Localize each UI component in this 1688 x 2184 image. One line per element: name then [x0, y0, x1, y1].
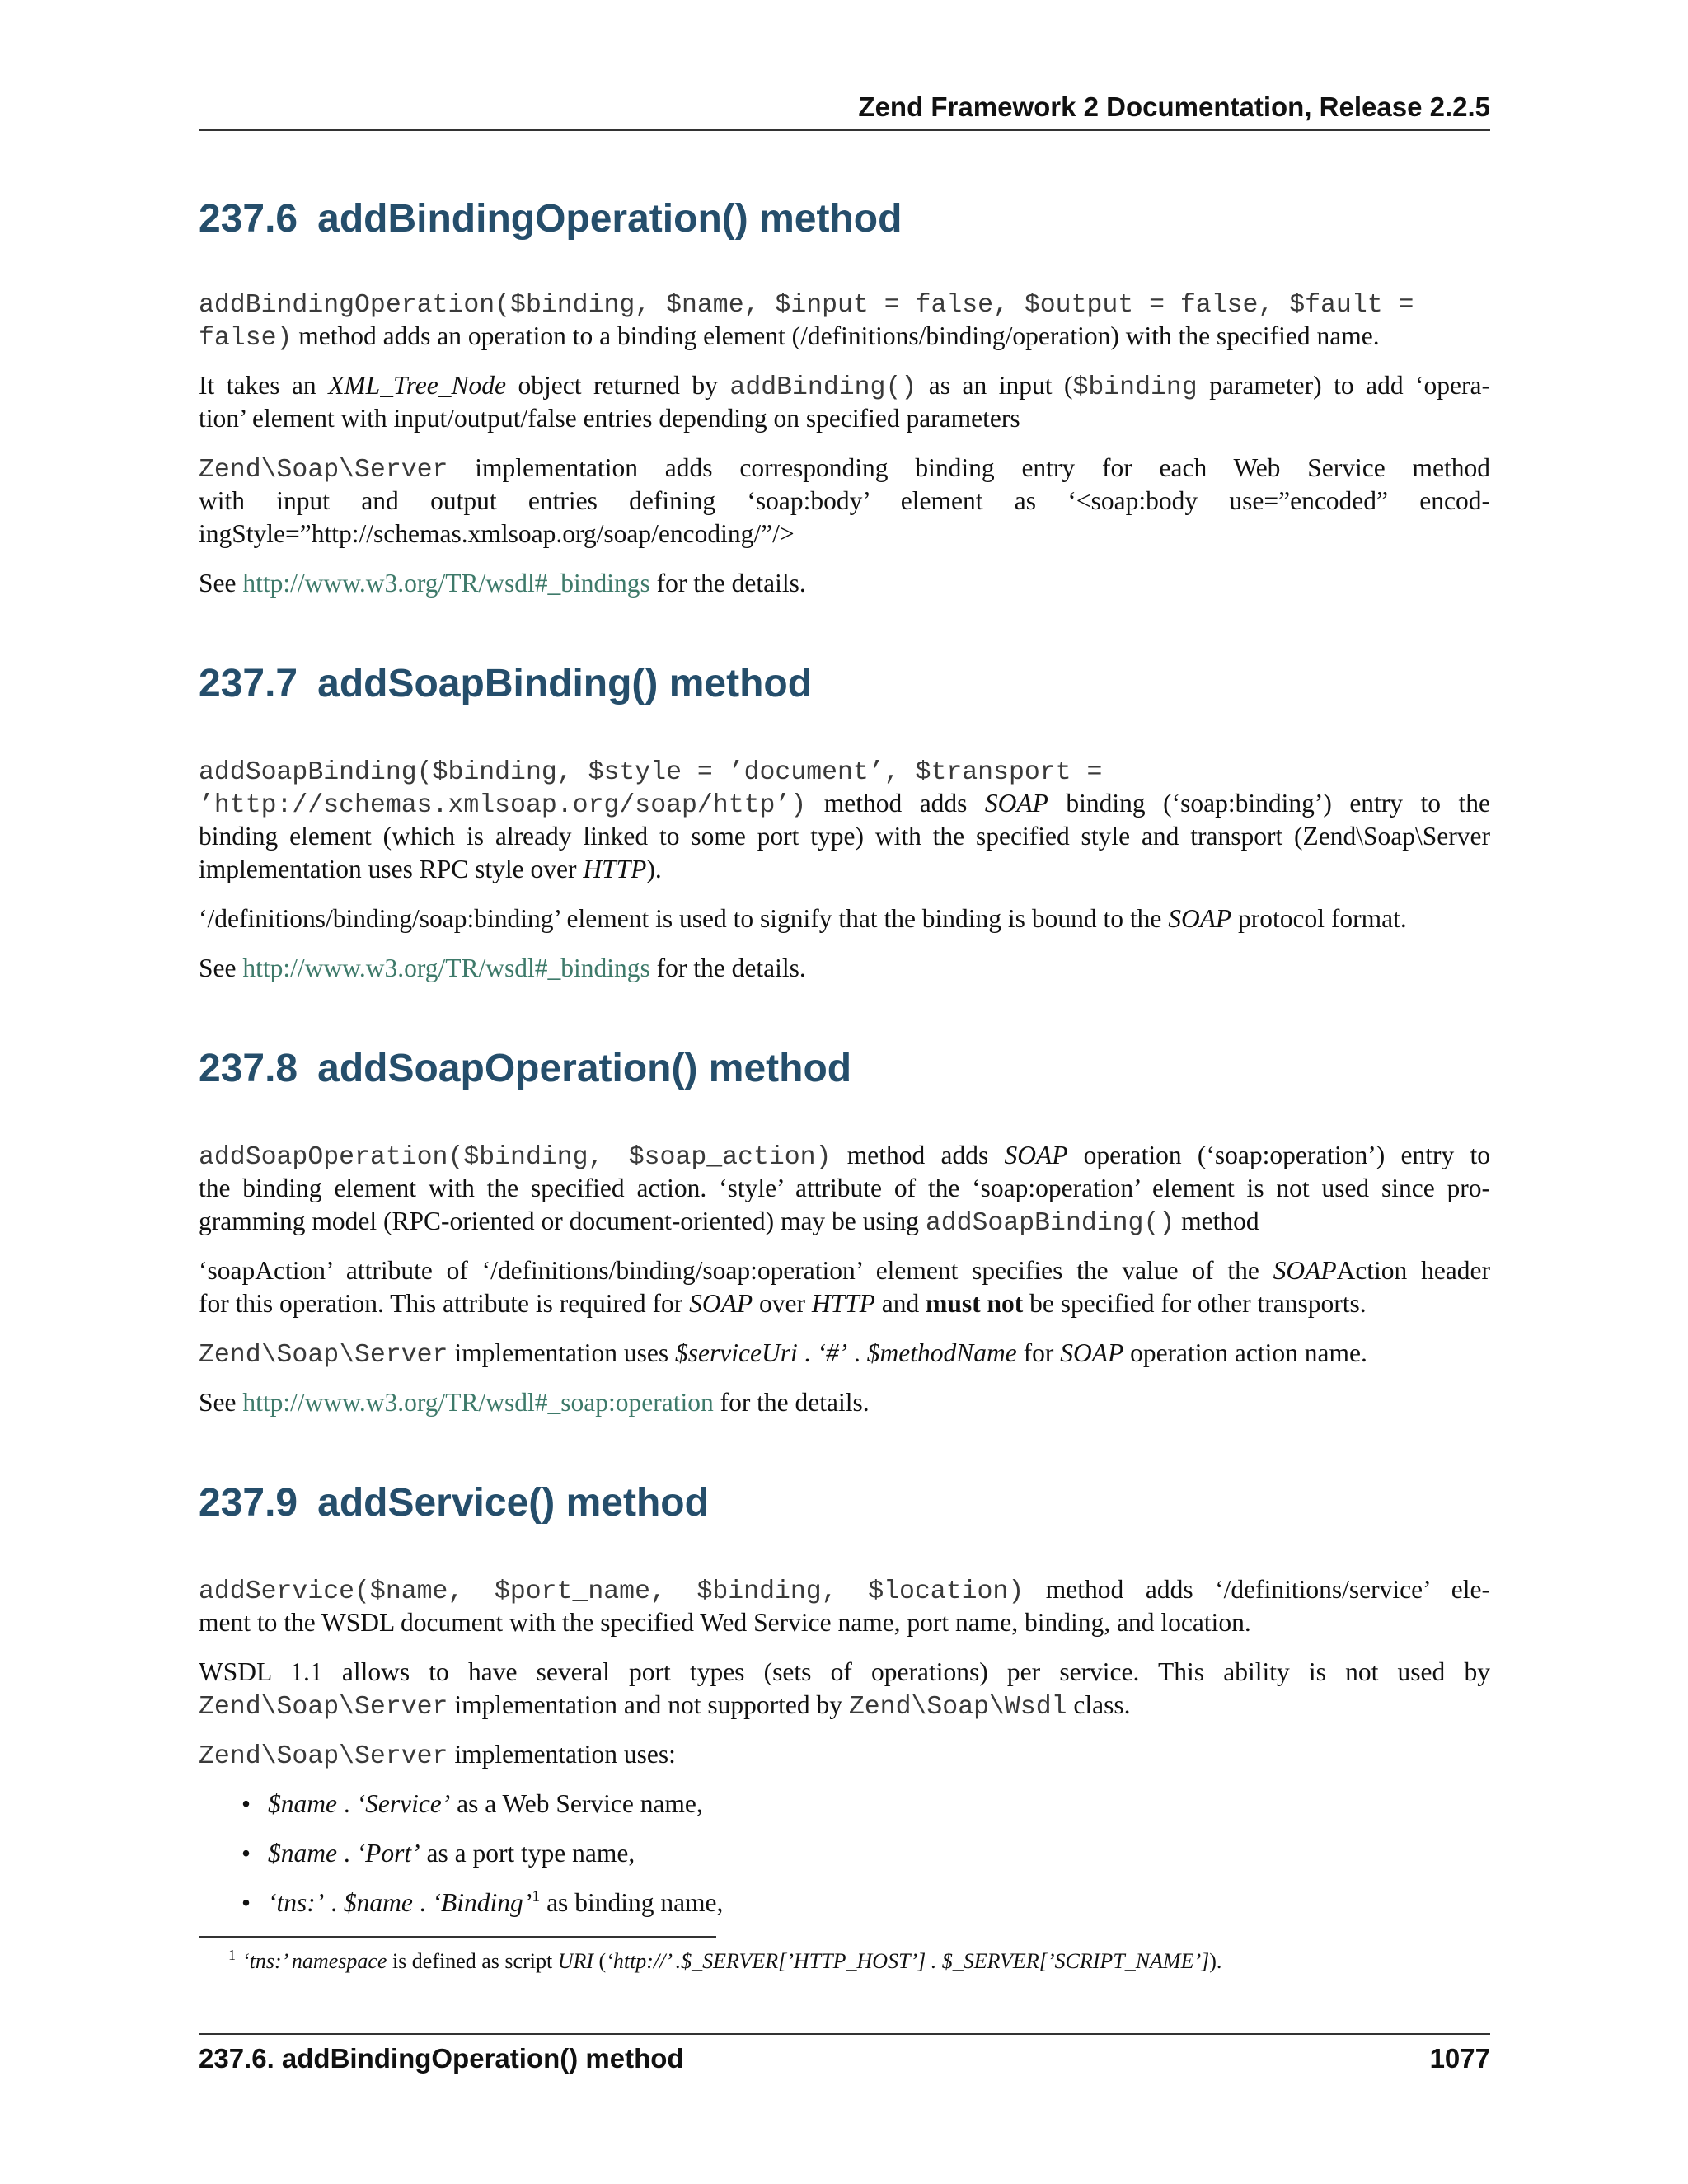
footer-rule [199, 2033, 1490, 2035]
method-signature: addSoapBinding($binding, $style = ’document’, $transport = [199, 758, 1103, 787]
list-item: • $name . ‘Service’ as a Web Service name, [241, 1789, 703, 1818]
paragraph-soap-action: ‘soapAction’ attribute of ‘/definitions/binding/soap:operation’ element specifies the value of the SOAPAction header for this operation. This attribute is required for SOAP over HTTP and must not be specified for other transports. [199, 1256, 1491, 1318]
running-header: Zend Framework 2 Documentation, Release 2.2.5 [858, 91, 1490, 122]
page-number: 1077 [1429, 2043, 1490, 2074]
running-footer [199, 2042, 1490, 2075]
paragraph-soap-operation-signature: addSoapOperation($binding, $soap_action) method adds SOAP operation (‘soap:operation’) entry to the binding element with the specified action. ‘style’ attribute of the ‘soap:operation’ element is not used since pro- gramming model (RPC-oriented or document-oriented) may be using addSoapBinding() method [199, 1141, 1490, 1238]
paragraph-soap-binding-signature: addSoapBinding($binding, $style = ’document’, $transport = ’http://schemas.xmlsoap.org/soap/http’) method adds SOAP binding (‘soap:binding’) entry to the binding element (which is already linked to some port type) with the specified style and transport (Zend\Soap\Server implementation uses RPC style over HTTP). [199, 758, 1490, 883]
bindings-link[interactable]: http://www.w3.org/TR/wsdl#_bindings [242, 954, 650, 982]
section-heading-237-6: 237.6 addBindingOperation() method [199, 197, 903, 241]
bindings-link[interactable]: http://www.w3.org/TR/wsdl#_bindings [242, 569, 650, 598]
header-rule [199, 129, 1490, 131]
paragraph-wsdl-port-types: WSDL 1.1 allows to have several port types (sets of operations) per service. This ability is not used by Zend\Soap\Server implementation and not supported by Zend\Soap\Wsdl class. [199, 1657, 1490, 1722]
list-item: • $name . ‘Port’ as a port type name, [241, 1839, 635, 1868]
footnote-rule [199, 1936, 716, 1938]
section-heading-237-7: 237.7 addSoapBinding() method [199, 662, 813, 705]
paragraph-server-uses: Zend\Soap\Server implementation uses: [199, 1740, 676, 1771]
paragraph-see-bindings-2: See http://www.w3.org/TR/wsdl#_bindings for the details. [199, 954, 806, 982]
soap-operation-link[interactable]: http://www.w3.org/TR/wsdl#_soap:operation [242, 1388, 714, 1417]
method-signature: addBindingOperation($binding, $name, $input = false, $output = false, $fault = [199, 291, 1414, 320]
paragraph-soap-binding-element: ‘/definitions/binding/soap:binding’ element is used to signify that the binding is bound to the SOAP protocol format. [199, 904, 1407, 933]
section-heading-237-9: 237.9 addService() method [199, 1481, 709, 1525]
paragraph-see-bindings: See http://www.w3.org/TR/wsdl#_bindings for the details. [199, 569, 806, 598]
paragraph-add-service-signature: addService($name, $port_name, $binding, $location) method adds ‘/definitions/service’ ele- ment to the WSDL document with the specified Wed Service name, port name, binding, and location. [199, 1575, 1490, 1637]
footnote: $^1$ ‘tns:’ namespace is defined as script URI (‘http://’ .$_SERVER[’HTTP_HOST’] . $_SERVER[’SCRIPT_NAME’]). [228, 1947, 1222, 1973]
paragraph-soap-operation-server: Zend\Soap\Server implementation uses $serviceUri . ‘#’ . $methodName for SOAP operation action name. [199, 1338, 1367, 1370]
paragraph-binding-operation-input: It takes an XML_Tree_Node object returned by addBinding() as an input ($binding parameter) to add ‘opera- tion’ element with input/output/false entries depending on specified parameters [199, 371, 1490, 433]
footnote-ref[interactable]: 1 [532, 1887, 541, 1905]
paragraph-binding-operation-server: Zend\Soap\Server implementation adds corresponding binding entry for each Web Service method with input and output entries defining ‘soap:body’ element as ‘<soap:body use=”encoded” encod- ingStyle=”http://schemas.xmlsoap.org/soap/encoding/”/> [199, 453, 1490, 548]
method-signature: addService($name, $port_name, $binding, $location) [199, 1577, 1025, 1606]
footer-section-title: 237.6. addBindingOperation() method [199, 2043, 684, 2074]
list-item: • ‘tns:’ . $name . ‘Binding’$^1$ as binding name, [241, 1887, 724, 1917]
paragraph-see-soap-operation: See http://www.w3.org/TR/wsdl#_soap:operation for the details. [199, 1388, 870, 1417]
document-page [199, 0, 1490, 2184]
section-heading-237-8: 237.8 addSoapOperation() method [199, 1047, 852, 1090]
paragraph-binding-operation-signature: addBindingOperation($binding, $name, $input = false, $output = false, $fault = false) method adds an operation to a binding element (/definitions/binding/operation) with the specified name. [199, 291, 1414, 353]
method-signature: addSoapOperation($binding, $soap_action) [199, 1143, 832, 1172]
naming-bullet-list [199, 1788, 1490, 1936]
